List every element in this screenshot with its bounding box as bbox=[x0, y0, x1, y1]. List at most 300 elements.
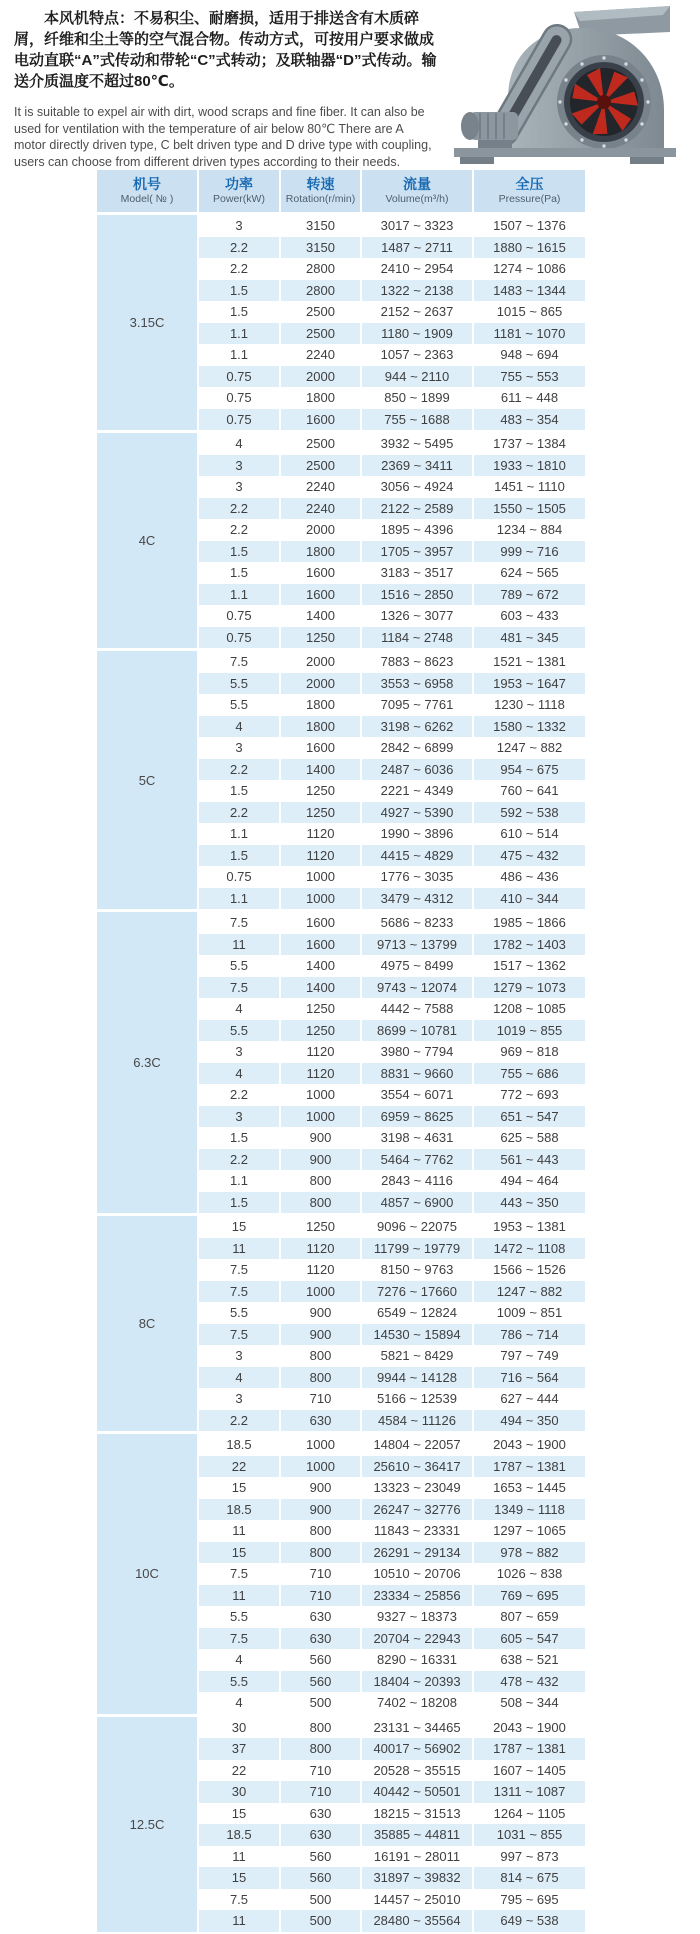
rotation-cell: 560 bbox=[281, 1867, 360, 1889]
rotation-cell: 800 bbox=[309, 1173, 332, 1189]
rotation-cell: 1800 bbox=[306, 390, 335, 406]
pressure-cell: 592 ~ 538 bbox=[474, 802, 585, 824]
volume-cell: 26247 ~ 32776 bbox=[362, 1499, 472, 1521]
power-cell: 5.5 bbox=[199, 1671, 279, 1693]
power-cell: 1.1 bbox=[199, 888, 279, 910]
centrifugal-fan-image bbox=[434, 2, 696, 168]
volume-cell: 3183 ~ 3517 bbox=[380, 565, 454, 581]
pressure-cell: 481 ~ 345 bbox=[474, 627, 585, 649]
rotation-cell: 630 bbox=[281, 1410, 360, 1432]
pressure-cell: 1653 ~ 1445 bbox=[493, 1480, 566, 1496]
pressure-cell: 624 ~ 565 bbox=[500, 565, 559, 581]
volume-cell: 31897 ~ 39832 bbox=[362, 1867, 472, 1889]
rotation-cell: 500 bbox=[281, 1910, 360, 1932]
rotation-cell: 2240 bbox=[306, 347, 335, 363]
pressure-cell: 954 ~ 675 bbox=[474, 759, 585, 781]
power-cell: 7.5 bbox=[199, 1628, 279, 1650]
volume-cell: 40017 ~ 56902 bbox=[362, 1738, 472, 1760]
rotation-cell: 1120 bbox=[306, 826, 335, 842]
rotation-cell: 1250 bbox=[306, 1001, 335, 1017]
rotation-cell: 630 bbox=[309, 1609, 332, 1625]
power-cell: 7.5 bbox=[199, 1324, 279, 1346]
rotation-cell: 800 bbox=[281, 1738, 360, 1760]
volume-cell: 8150 ~ 9763 bbox=[380, 1262, 454, 1278]
pressure-cell: 755 ~ 686 bbox=[474, 1063, 585, 1085]
pressure-cell: 1483 ~ 1344 bbox=[474, 280, 585, 302]
power-cell: 3 bbox=[235, 1348, 243, 1364]
power-cell: 11 bbox=[199, 934, 279, 956]
pressure-cell: 410 ~ 344 bbox=[474, 888, 585, 910]
rotation-cell: 900 bbox=[281, 1324, 360, 1346]
header-label-en: Volume(m³/h) bbox=[385, 193, 449, 205]
power-cell: 22 bbox=[199, 1456, 279, 1478]
power-cell: 2.2 bbox=[199, 759, 279, 781]
header-label-en: Pressure(Pa) bbox=[498, 193, 561, 205]
model-label: 6.3C bbox=[133, 1055, 161, 1070]
header-label-en: Power(kW) bbox=[213, 193, 265, 205]
model-cell bbox=[97, 1717, 197, 1932]
power-cell: 11 bbox=[199, 1910, 279, 1932]
pressure-cell: 443 ~ 350 bbox=[474, 1192, 585, 1214]
pressure-cell: 978 ~ 882 bbox=[474, 1542, 585, 1564]
header-label-zh: 机号 bbox=[133, 176, 161, 192]
pressure-cell: 969 ~ 818 bbox=[500, 1044, 559, 1060]
volume-cell: 4927 ~ 5390 bbox=[362, 802, 472, 824]
power-cell: 2.2 bbox=[199, 1410, 279, 1432]
power-cell: 15 bbox=[231, 1480, 247, 1496]
volume-cell: 5166 ~ 12539 bbox=[377, 1391, 457, 1407]
volume-cell: 6549 ~ 12824 bbox=[377, 1305, 457, 1321]
power-cell: 2.2 bbox=[199, 237, 279, 259]
volume-cell: 3554 ~ 6071 bbox=[380, 1087, 454, 1103]
rotation-cell: 560 bbox=[281, 1671, 360, 1693]
power-cell: 5.5 bbox=[199, 673, 279, 695]
volume-cell: 7883 ~ 8623 bbox=[380, 654, 454, 670]
volume-cell: 2122 ~ 2589 bbox=[362, 498, 472, 520]
pressure-cell: 1230 ~ 1118 bbox=[494, 697, 565, 713]
header-cell-power bbox=[199, 170, 279, 212]
pressure-cell: 772 ~ 693 bbox=[500, 1087, 559, 1103]
header-label-en: Rotation(r/min) bbox=[285, 193, 356, 205]
power-cell: 4 bbox=[235, 1652, 243, 1668]
pressure-cell: 1607 ~ 1405 bbox=[493, 1762, 566, 1778]
volume-cell: 28480 ~ 35564 bbox=[362, 1910, 472, 1932]
pressure-cell: 1015 ~ 865 bbox=[496, 304, 563, 320]
volume-cell: 13323 ~ 23049 bbox=[373, 1480, 461, 1496]
product-image bbox=[434, 2, 696, 168]
header-label-en: Model( № ) bbox=[120, 193, 174, 205]
power-cell: 3 bbox=[235, 218, 243, 234]
rotation-cell: 560 bbox=[309, 1848, 332, 1864]
pressure-cell: 561 ~ 443 bbox=[474, 1149, 585, 1171]
model-group-10C bbox=[97, 1434, 585, 1714]
volume-cell: 8290 ~ 16331 bbox=[377, 1652, 457, 1668]
pressure-cell: 638 ~ 521 bbox=[500, 1652, 559, 1668]
model-group-4C bbox=[97, 433, 585, 648]
pressure-cell: 760 ~ 641 bbox=[500, 783, 559, 799]
volume-cell: 26291 ~ 29134 bbox=[362, 1542, 472, 1564]
intro-paragraph-en: It is suitable to expel air with dirt, wood scraps and fine fiber. It can also be used for ventilation with the temperature of air below 80℃ There are A motor directly driven type, C belt driven type and D drive type with coupling, users can choose from different driven types according to their needs. bbox=[14, 105, 432, 169]
pressure-cell: 997 ~ 873 bbox=[500, 1848, 559, 1864]
fan-base bbox=[454, 148, 676, 164]
volume-cell: 14530 ~ 15894 bbox=[362, 1324, 472, 1346]
power-cell: 4 bbox=[235, 1695, 243, 1711]
model-label: 3.15C bbox=[129, 315, 165, 330]
power-cell: 18.5 bbox=[226, 1437, 252, 1453]
header-cell-volume bbox=[362, 170, 472, 212]
power-cell: 0.75 bbox=[199, 366, 279, 388]
volume-cell: 1705 ~ 3957 bbox=[362, 541, 472, 563]
volume-cell: 3479 ~ 4312 bbox=[362, 888, 472, 910]
volume-cell: 35885 ~ 44811 bbox=[362, 1824, 472, 1846]
volume-cell: 8831 ~ 9660 bbox=[362, 1063, 472, 1085]
volume-cell: 11799 ~ 19779 bbox=[362, 1238, 472, 1260]
volume-cell: 7095 ~ 7761 bbox=[380, 697, 454, 713]
rotation-cell: 710 bbox=[281, 1781, 360, 1803]
volume-cell: 8699 ~ 10781 bbox=[362, 1020, 472, 1042]
rotation-cell: 1400 bbox=[281, 759, 360, 781]
rotation-cell: 2000 bbox=[306, 522, 335, 538]
volume-cell: 3553 ~ 6958 bbox=[362, 673, 472, 695]
pressure-cell: 1953 ~ 1381 bbox=[493, 1219, 566, 1235]
pressure-cell: 1031 ~ 855 bbox=[474, 1824, 585, 1846]
header-label-zh: 转速 bbox=[306, 176, 335, 192]
power-cell: 4 bbox=[199, 1063, 279, 1085]
rotation-cell: 800 bbox=[309, 1523, 332, 1539]
volume-cell: 1322 ~ 2138 bbox=[362, 280, 472, 302]
power-cell: 1.1 bbox=[229, 1173, 249, 1189]
volume-cell: 1180 ~ 1909 bbox=[362, 323, 472, 345]
rotation-cell: 1800 bbox=[306, 697, 335, 713]
pressure-cell: 1311 ~ 1087 bbox=[474, 1781, 585, 1803]
pressure-cell: 605 ~ 547 bbox=[474, 1628, 585, 1650]
volume-cell: 20704 ~ 22943 bbox=[362, 1628, 472, 1650]
volume-cell: 4584 ~ 11126 bbox=[362, 1410, 472, 1432]
spec-table-header bbox=[97, 170, 585, 212]
volume-cell: 3932 ~ 5495 bbox=[380, 436, 454, 452]
rotation-cell: 1120 bbox=[281, 845, 360, 867]
volume-cell: 7276 ~ 17660 bbox=[362, 1281, 472, 1303]
power-cell: 15 bbox=[199, 1542, 279, 1564]
pressure-cell: 649 ~ 538 bbox=[474, 1910, 585, 1932]
power-cell: 30 bbox=[231, 1719, 247, 1735]
model-cell bbox=[97, 433, 197, 648]
power-cell: 4 bbox=[235, 1001, 243, 1017]
rotation-cell: 1000 bbox=[306, 1087, 335, 1103]
pressure-cell: 1787 ~ 1381 bbox=[474, 1456, 585, 1478]
volume-cell: 11843 ~ 23331 bbox=[373, 1523, 461, 1539]
power-cell: 3 bbox=[235, 479, 243, 495]
pressure-cell: 1880 ~ 1615 bbox=[474, 237, 585, 259]
model-cell bbox=[97, 912, 197, 1213]
rotation-cell: 2240 bbox=[306, 479, 335, 495]
rotation-cell: 1250 bbox=[281, 627, 360, 649]
rotation-cell: 1000 bbox=[281, 1106, 360, 1128]
volume-cell: 23131 ~ 34465 bbox=[373, 1719, 461, 1735]
pressure-cell: 1580 ~ 1332 bbox=[474, 716, 585, 738]
power-cell: 1.5 bbox=[229, 304, 249, 320]
volume-cell: 14457 ~ 25010 bbox=[373, 1891, 461, 1907]
pressure-cell: 948 ~ 694 bbox=[500, 347, 559, 363]
power-cell: 5.5 bbox=[229, 1609, 249, 1625]
header-label-zh: 全压 bbox=[515, 176, 544, 192]
volume-cell: 2152 ~ 2637 bbox=[380, 304, 454, 320]
volume-cell: 9944 ~ 14128 bbox=[362, 1367, 472, 1389]
rotation-cell: 800 bbox=[281, 1367, 360, 1389]
model-label: 4C bbox=[138, 533, 156, 548]
rotation-cell: 3150 bbox=[281, 237, 360, 259]
volume-cell: 18404 ~ 20393 bbox=[362, 1671, 472, 1693]
pressure-cell: 1737 ~ 1384 bbox=[493, 436, 566, 452]
rotation-cell: 1250 bbox=[306, 1219, 335, 1235]
power-cell: 4 bbox=[199, 716, 279, 738]
rotation-cell: 1600 bbox=[306, 565, 335, 581]
pressure-cell: 716 ~ 564 bbox=[474, 1367, 585, 1389]
rotation-cell: 1250 bbox=[306, 783, 335, 799]
volume-cell: 10510 ~ 20706 bbox=[373, 1566, 461, 1582]
volume-cell: 5464 ~ 7762 bbox=[362, 1149, 472, 1171]
power-cell: 22 bbox=[231, 1762, 247, 1778]
rotation-cell: 2000 bbox=[306, 654, 335, 670]
pressure-cell: 1009 ~ 851 bbox=[496, 1305, 563, 1321]
volume-cell: 7402 ~ 18208 bbox=[377, 1695, 457, 1711]
power-cell: 4 bbox=[235, 436, 243, 452]
volume-cell: 3980 ~ 7794 bbox=[380, 1044, 454, 1060]
spec-table-body bbox=[97, 215, 585, 1932]
pressure-cell: 486 ~ 436 bbox=[500, 869, 559, 885]
power-cell: 0.75 bbox=[199, 409, 279, 431]
rotation-cell: 1800 bbox=[281, 541, 360, 563]
rotation-cell: 630 bbox=[281, 1824, 360, 1846]
pressure-cell: 789 ~ 672 bbox=[474, 584, 585, 606]
power-cell: 11 bbox=[199, 1585, 279, 1607]
volume-cell: 4857 ~ 6900 bbox=[362, 1192, 472, 1214]
rotation-cell: 1600 bbox=[281, 584, 360, 606]
power-cell: 0.75 bbox=[226, 608, 252, 624]
power-cell: 7.5 bbox=[229, 1262, 249, 1278]
rotation-cell: 2500 bbox=[306, 436, 335, 452]
volume-cell: 1895 ~ 4396 bbox=[380, 522, 454, 538]
pressure-cell: 1985 ~ 1866 bbox=[493, 915, 566, 931]
pressure-cell: 1247 ~ 882 bbox=[496, 740, 563, 756]
pressure-cell: 494 ~ 464 bbox=[500, 1173, 559, 1189]
pressure-cell: 1550 ~ 1505 bbox=[474, 498, 585, 520]
rotation-cell: 1400 bbox=[281, 977, 360, 999]
pressure-cell: 2043 ~ 1900 bbox=[493, 1719, 566, 1735]
volume-cell: 1516 ~ 2850 bbox=[362, 584, 472, 606]
power-cell: 0.75 bbox=[199, 627, 279, 649]
power-cell: 7.5 bbox=[199, 977, 279, 999]
model-group-8C bbox=[97, 1216, 585, 1431]
power-cell: 7.5 bbox=[229, 654, 249, 670]
rotation-cell: 900 bbox=[281, 1149, 360, 1171]
rotation-cell: 1800 bbox=[281, 716, 360, 738]
rotation-cell: 1000 bbox=[281, 888, 360, 910]
power-cell: 1.1 bbox=[199, 323, 279, 345]
rotation-cell: 2500 bbox=[306, 304, 335, 320]
rotation-cell: 900 bbox=[281, 1499, 360, 1521]
power-cell: 15 bbox=[231, 1805, 247, 1821]
volume-cell: 1326 ~ 3077 bbox=[380, 608, 454, 624]
power-cell: 1.5 bbox=[199, 1192, 279, 1214]
pressure-cell: 807 ~ 659 bbox=[500, 1609, 559, 1625]
pressure-cell: 1953 ~ 1647 bbox=[474, 673, 585, 695]
rotation-cell: 1600 bbox=[306, 915, 335, 931]
power-cell: 7.5 bbox=[199, 1281, 279, 1303]
power-cell: 4 bbox=[199, 1367, 279, 1389]
model-cell bbox=[97, 1216, 197, 1431]
power-cell: 3 bbox=[199, 1106, 279, 1128]
rotation-cell: 1400 bbox=[306, 608, 335, 624]
pressure-cell: 795 ~ 695 bbox=[500, 1891, 559, 1907]
volume-cell: 1184 ~ 2748 bbox=[362, 627, 472, 649]
pressure-cell: 1279 ~ 1073 bbox=[474, 977, 585, 999]
pressure-cell: 769 ~ 695 bbox=[474, 1585, 585, 1607]
rotation-cell: 2500 bbox=[281, 455, 360, 477]
power-cell: 2.2 bbox=[199, 1149, 279, 1171]
pressure-cell: 478 ~ 432 bbox=[474, 1671, 585, 1693]
fan-motor bbox=[461, 112, 518, 148]
pressure-cell: 1521 ~ 1381 bbox=[493, 654, 566, 670]
power-cell: 11 bbox=[232, 1523, 246, 1539]
power-cell: 37 bbox=[199, 1738, 279, 1760]
volume-cell: 9713 ~ 13799 bbox=[362, 934, 472, 956]
pressure-cell: 2043 ~ 1900 bbox=[493, 1437, 566, 1453]
pressure-cell: 1274 ~ 1086 bbox=[493, 261, 566, 277]
pressure-cell: 814 ~ 675 bbox=[474, 1867, 585, 1889]
rotation-cell: 560 bbox=[309, 1652, 332, 1668]
pressure-cell: 999 ~ 716 bbox=[474, 541, 585, 563]
rotation-cell: 1600 bbox=[281, 409, 360, 431]
rotation-cell: 500 bbox=[309, 1891, 332, 1907]
volume-cell: 20528 ~ 35515 bbox=[373, 1762, 461, 1778]
rotation-cell: 1600 bbox=[306, 740, 335, 756]
model-group-6.3C bbox=[97, 912, 585, 1213]
pressure-cell: 1787 ~ 1381 bbox=[474, 1738, 585, 1760]
rotation-cell: 1120 bbox=[281, 1063, 360, 1085]
model-cell bbox=[97, 215, 197, 430]
volume-cell: 14804 ~ 22057 bbox=[373, 1437, 461, 1453]
power-cell: 0.75 bbox=[226, 869, 252, 885]
pressure-cell: 1264 ~ 1105 bbox=[493, 1805, 566, 1821]
model-label: 8C bbox=[138, 1316, 156, 1331]
pressure-cell: 1349 ~ 1118 bbox=[474, 1499, 585, 1521]
power-cell: 15 bbox=[231, 1219, 247, 1235]
pressure-cell: 603 ~ 433 bbox=[500, 608, 559, 624]
header-label-zh: 功率 bbox=[225, 176, 253, 192]
pressure-cell: 1451 ~ 1110 bbox=[494, 479, 565, 495]
rotation-cell: 800 bbox=[281, 1542, 360, 1564]
volume-cell: 3017 ~ 3323 bbox=[380, 218, 454, 234]
rotation-cell: 500 bbox=[309, 1695, 332, 1711]
model-group-3.15C bbox=[97, 215, 585, 430]
power-cell: 3 bbox=[199, 455, 279, 477]
intro-section bbox=[14, 8, 438, 170]
rotation-cell: 900 bbox=[309, 1305, 332, 1321]
rotation-cell: 2800 bbox=[306, 261, 335, 277]
volume-cell: 40442 ~ 50501 bbox=[362, 1781, 472, 1803]
model-label: 10C bbox=[135, 1566, 159, 1582]
power-cell: 15 bbox=[199, 1867, 279, 1889]
rotation-cell: 1600 bbox=[281, 934, 360, 956]
pressure-cell: 508 ~ 344 bbox=[500, 1695, 559, 1711]
power-cell: 5.5 bbox=[229, 958, 249, 974]
header-cell-rotation bbox=[281, 170, 360, 212]
power-cell: 3 bbox=[235, 1391, 243, 1407]
volume-cell: 23334 ~ 25856 bbox=[362, 1585, 472, 1607]
volume-cell: 755 ~ 1688 bbox=[362, 409, 472, 431]
volume-cell: 850 ~ 1899 bbox=[384, 390, 450, 406]
model-cell bbox=[97, 651, 197, 909]
power-cell: 3 bbox=[235, 1044, 243, 1060]
power-cell: 1.1 bbox=[229, 347, 249, 363]
header-label-zh: 流量 bbox=[403, 176, 431, 192]
power-cell: 5.5 bbox=[229, 1305, 249, 1321]
power-cell: 5.5 bbox=[229, 697, 249, 713]
volume-cell: 16191 ~ 28011 bbox=[373, 1848, 461, 1864]
rotation-cell: 710 bbox=[281, 1585, 360, 1607]
intro-paragraph-zh: 本风机特点：不易积尘、耐磨损，适用于排送含有木质碎屑，纤维和尘土等的空气混合物。传动方式，可按用户要求做成电动直联“A”式传动和带轮“C”式转动；及联轴器“D”式传动。输送介质温度不超过80℃。 bbox=[14, 10, 437, 90]
volume-cell: 3198 ~ 4631 bbox=[380, 1130, 454, 1146]
pressure-cell: 1208 ~ 1085 bbox=[493, 1001, 566, 1017]
volume-cell: 2487 ~ 6036 bbox=[362, 759, 472, 781]
pressure-cell: 1782 ~ 1403 bbox=[474, 934, 585, 956]
volume-cell: 2843 ~ 4116 bbox=[381, 1173, 453, 1189]
volume-cell: 4442 ~ 7588 bbox=[380, 1001, 454, 1017]
model-label: 12.5C bbox=[129, 1816, 165, 1832]
power-cell: 3 bbox=[235, 740, 243, 756]
volume-cell: 1990 ~ 3896 bbox=[380, 826, 454, 842]
rotation-cell: 710 bbox=[309, 1762, 332, 1778]
volume-cell: 2842 ~ 6899 bbox=[380, 740, 454, 756]
volume-cell: 944 ~ 2110 bbox=[362, 366, 472, 388]
power-cell: 1.5 bbox=[229, 783, 249, 799]
power-cell: 18.5 bbox=[199, 1499, 279, 1521]
pressure-cell: 1234 ~ 884 bbox=[496, 522, 563, 538]
model-cell bbox=[97, 1434, 197, 1714]
rotation-cell: 1000 bbox=[306, 1437, 335, 1453]
rotation-cell: 1120 bbox=[306, 1044, 335, 1060]
volume-cell: 9327 ~ 18373 bbox=[377, 1609, 457, 1625]
power-cell: 30 bbox=[199, 1781, 279, 1803]
rotation-cell: 1250 bbox=[281, 802, 360, 824]
pressure-cell: 1026 ~ 838 bbox=[496, 1566, 563, 1582]
pressure-cell: 1472 ~ 1108 bbox=[474, 1238, 585, 1260]
rotation-cell: 1400 bbox=[306, 958, 335, 974]
volume-cell: 25610 ~ 36417 bbox=[362, 1456, 472, 1478]
rotation-cell: 630 bbox=[309, 1805, 332, 1821]
header-cell-pressure bbox=[474, 170, 585, 212]
volume-cell: 3198 ~ 6262 bbox=[362, 716, 472, 738]
rotation-cell: 2000 bbox=[281, 366, 360, 388]
volume-cell: 9096 ~ 22075 bbox=[377, 1219, 457, 1235]
volume-cell: 1487 ~ 2711 bbox=[362, 237, 472, 259]
power-cell: 1.1 bbox=[199, 584, 279, 606]
pressure-cell: 797 ~ 749 bbox=[500, 1348, 559, 1364]
pressure-cell: 611 ~ 448 bbox=[500, 390, 559, 406]
volume-cell: 1776 ~ 3035 bbox=[380, 869, 454, 885]
pressure-cell: 786 ~ 714 bbox=[474, 1324, 585, 1346]
rotation-cell: 1000 bbox=[281, 1456, 360, 1478]
volume-cell: 5686 ~ 8233 bbox=[380, 915, 454, 931]
header-cell-model bbox=[97, 170, 197, 212]
power-cell: 1.5 bbox=[199, 541, 279, 563]
pressure-cell: 1247 ~ 882 bbox=[474, 1281, 585, 1303]
power-cell: 18.5 bbox=[199, 1824, 279, 1846]
rotation-cell: 1250 bbox=[281, 1020, 360, 1042]
pressure-cell: 1933 ~ 1810 bbox=[474, 455, 585, 477]
volume-cell: 9743 ~ 12074 bbox=[362, 977, 472, 999]
